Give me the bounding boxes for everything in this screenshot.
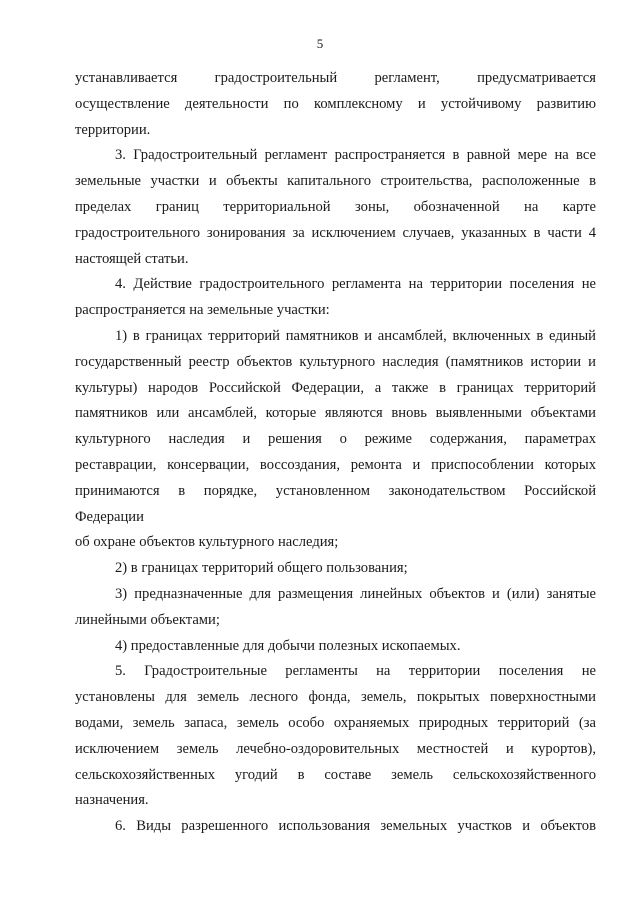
text-line: Федерации <box>75 508 144 525</box>
text-line: 2) в границах территорий общего пользования; <box>115 560 408 577</box>
paragraph-subitem-3 <box>75 582 596 634</box>
text-line: назначения. <box>75 792 149 809</box>
text-line: водами, земель запаса, земель особо охраняемых природных территорий (за <box>75 714 596 731</box>
text-line: пределах границ территориальной зоны, обозначенной на карте <box>75 198 596 215</box>
text-line: сельскохозяйственных угодий в составе земель сельскохозяйственного <box>75 766 596 783</box>
paragraph-subitem-1 <box>75 324 596 530</box>
text-line: 4. Действие градостроительного регламента на территории поселения не <box>115 276 596 293</box>
text-line: территории. <box>75 121 151 138</box>
text-line: 5. Градостроительные регламенты на территории поселения не <box>115 663 596 680</box>
text-line: осуществление деятельности по комплексному и устойчивому развитию <box>75 95 596 112</box>
text-line: установлены для земель лесного фонда, земель, покрытых поверхностными <box>75 689 596 706</box>
page-number: 5 <box>316 36 324 51</box>
text-line: земельные участки и объекты капитального строительства, расположенные в <box>75 173 596 190</box>
text-line: 3. Градостроительный регламент распространяется в равной мере на все <box>115 147 596 164</box>
paragraph-item-6 <box>75 814 596 840</box>
text-line: памятников или ансамблей, которые являются вновь выявленными объектами <box>75 405 596 422</box>
paragraph-item-3 <box>75 143 596 272</box>
paragraph-continuation <box>75 66 596 143</box>
text-line: 3) предназначенные для размещения линейных объектов и (или) занятые <box>115 585 596 602</box>
text-line: распространяется на земельные участки: <box>75 302 330 319</box>
text-line: исключением земель лечебно-оздоровительных местностей и курортов), <box>75 740 596 757</box>
text-line: 6. Виды разрешенного использования земельных участков и объектов <box>115 818 596 835</box>
text-line: культурного наследия и решения о режиме содержания, параметрах <box>75 431 596 448</box>
text-line: об охране объектов культурного наследия; <box>75 534 339 551</box>
text-line: устанавливается градостроительный регламент, предусматривается <box>75 70 596 86</box>
text-line: настоящей статьи. <box>75 250 189 267</box>
text-line: реставрации, консервации, воссоздания, ремонта и приспособлении которых <box>75 456 596 473</box>
paragraph-continuation-fragment <box>75 530 596 556</box>
text-line: 4) предоставленные для добычи полезных ископаемых. <box>115 637 461 654</box>
document-body <box>75 66 596 840</box>
text-line: культуры) народов Российской Федерации, а также в границах территорий <box>75 379 596 396</box>
paragraph-subitem-2 <box>75 556 596 582</box>
text-line: градостроительного зонирования за исключением случаев, указанных в части 4 <box>75 224 596 241</box>
paragraph-subitem-4 <box>75 634 596 660</box>
paragraph-item-4 <box>75 272 596 324</box>
paragraph-item-5 <box>75 659 596 814</box>
text-line: 1) в границах территорий памятников и ансамблей, включенных в единый <box>115 327 596 344</box>
text-line: линейными объектами; <box>75 611 220 628</box>
text-line: государственный реестр объектов культурного наследия (памятников истории и <box>75 353 596 370</box>
text-line: принимаются в порядке, установленном законодательством Российской <box>75 482 596 499</box>
